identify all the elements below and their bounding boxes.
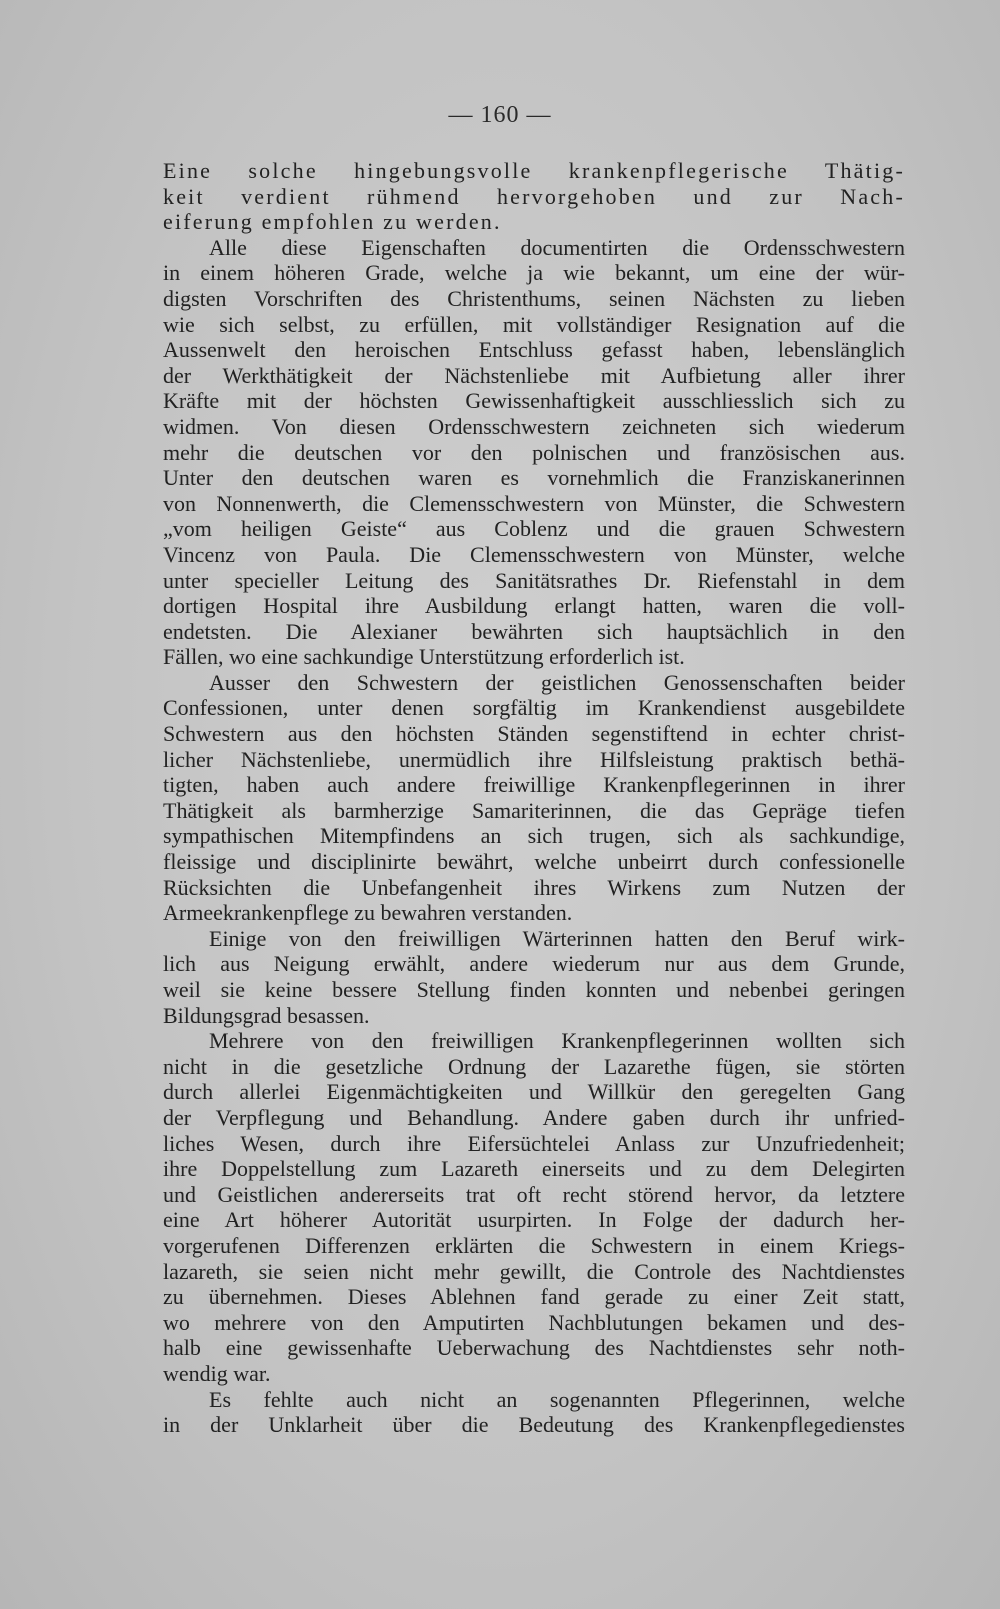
text-line: liches Wesen, durch ihre Eifersüchtelei Anlass zur Unzufriedenheit; <box>163 1130 905 1156</box>
text-line: endetsten. Die Alexianer bewährten sich hauptsächlich in den <box>163 618 905 644</box>
text-line: Ausser den Schwestern der geistlichen Genossenschaften beider <box>209 669 905 695</box>
text-line: mehr die deutschen vor den polnischen und französischen aus. <box>163 439 905 465</box>
text-line: Fällen, wo eine sachkundige Unterstützung erforderlich ist. <box>163 644 685 670</box>
text-line: Schwestern aus den höchsten Ständen segenstiftend in echter christ- <box>163 721 905 747</box>
text-line: Einige von den freiwilligen Wärterinnen hatten den Beruf wirk- <box>209 925 905 951</box>
text-line: durch allerlei Eigenmächtigkeiten und Willkür den geregelten Gang <box>163 1079 905 1105</box>
text-line: in der Unklarheit über die Bedeutung des Krankenpflegedienstes <box>163 1412 905 1438</box>
text-line: zu übernehmen. Dieses Ablehnen fand gerade zu einer Zeit statt, <box>163 1284 905 1310</box>
text-line: eine Art höherer Autorität usurpirten. In Folge der dadurch her- <box>163 1207 905 1233</box>
text-line: vorgerufenen Differenzen erklärten die Schwestern in einem Kriegs- <box>163 1232 905 1258</box>
page-number: — 160 — <box>448 102 552 128</box>
text-line: weil sie keine bessere Stellung finden konnten und nebenbei geringen <box>163 977 905 1002</box>
text-line: sympathischen Mitempfindens an sich trugen, sich als sachkundige, <box>163 823 905 849</box>
text-line: lazareth, sie seien nicht mehr gewillt, die Controle des Nachtdienstes <box>163 1258 905 1284</box>
text-line: Aussenwelt den heroischen Entschluss gefasst haben, lebenslänglich <box>163 337 905 363</box>
text-line: unter specieller Leitung des Sanitätsrathes Dr. Riefenstahl in dem <box>163 567 905 593</box>
text-line: Thätigkeit als barmherzige Samariterinnen, die das Gepräge tiefen <box>163 797 905 823</box>
text-line: digsten Vorschriften des Christenthums, seinen Nächsten zu lieben <box>163 285 905 311</box>
text-line: dortigen Hospital ihre Ausbildung erlangt hatten, waren die voll- <box>163 593 905 619</box>
text-line: wie sich selbst, zu erfüllen, mit vollständiger Resignation auf die <box>163 311 905 337</box>
text-line: widmen. Von diesen Ordensschwestern zeichneten sich wiederum <box>163 413 905 439</box>
text-line: keit verdient rühmend hervorgehoben und zur Nach- <box>163 183 905 209</box>
text-line: Es fehlte auch nicht an sogenannten Pflegerinnen, welche <box>209 1386 905 1412</box>
text-line: fleissige und disciplinirte bewährt, welche unbeirrt durch confessionelle <box>163 849 905 875</box>
text-line: Unter den deutschen waren es vornehmlich die Franziskanerinnen <box>163 465 905 491</box>
text-line: der Werkthätigkeit der Nächstenliebe mit Aufbietung aller ihrer <box>163 362 905 388</box>
text-line: von Nonnenwerth, die Clemensschwestern von Münster, die Schwestern <box>163 490 905 516</box>
text-line: in einem höheren Grade, welche ja wie bekannt, um eine der wür- <box>163 260 905 286</box>
text-line: „vom heiligen Geiste“ aus Coblenz und die grauen Schwestern <box>163 516 905 542</box>
text-line: und Geistlichen andererseits trat oft recht störend hervor, da letztere <box>163 1181 905 1207</box>
text-line: Vincenz von Paula. Die Clemensschwestern von Münster, welche <box>163 541 905 567</box>
text-line: Rücksichten die Unbefangenheit ihres Wirkens zum Nutzen der <box>163 874 905 900</box>
text-line: Armeekrankenpflege zu bewahren verstanden. <box>163 900 573 926</box>
text-line: eiferung empfohlen zu werden. <box>163 209 502 235</box>
text-line: der Verpflegung und Behandlung. Andere gaben durch ihr unfried- <box>163 1104 905 1130</box>
text-line: Alle diese Eigenschaften documentirten die Ordensschwestern <box>209 234 905 260</box>
text-line: Mehrere von den freiwilligen Krankenpflegerinnen wollten sich <box>209 1028 905 1054</box>
text-line: nicht in die gesetzliche Ordnung der Lazarethe fügen, sie störten <box>163 1053 905 1079</box>
text-line: Eine solche hingebungsvolle krankenpflegerische Thätig- <box>163 158 905 183</box>
text-line: Kräfte mit der höchsten Gewissenhaftigkeit ausschliesslich sich zu <box>163 388 905 414</box>
body-text <box>163 158 905 1438</box>
text-line: halb eine gewissenhafte Ueberwachung des Nachtdienstes sehr noth- <box>163 1335 905 1361</box>
text-line: Confessionen, unter denen sorgfältig im Krankendienst ausgebildete <box>163 695 905 721</box>
text-line: ihre Doppelstellung zum Lazareth einerseits und zu dem Delegirten <box>163 1156 905 1182</box>
text-line: wo mehrere von den Amputirten Nachblutungen bekamen und des- <box>163 1309 905 1335</box>
text-line: wendig war. <box>163 1360 271 1386</box>
text-line: licher Nächstenliebe, unermüdlich ihre Hilfsleistung praktisch bethä- <box>163 746 905 772</box>
text-line: lich aus Neigung erwählt, andere wiederum nur aus dem Grunde, <box>163 951 905 977</box>
text-line: Bildungsgrad besassen. <box>163 1002 370 1028</box>
text-line: tigten, haben auch andere freiwillige Krankenpflegerinnen in ihrer <box>163 772 905 798</box>
